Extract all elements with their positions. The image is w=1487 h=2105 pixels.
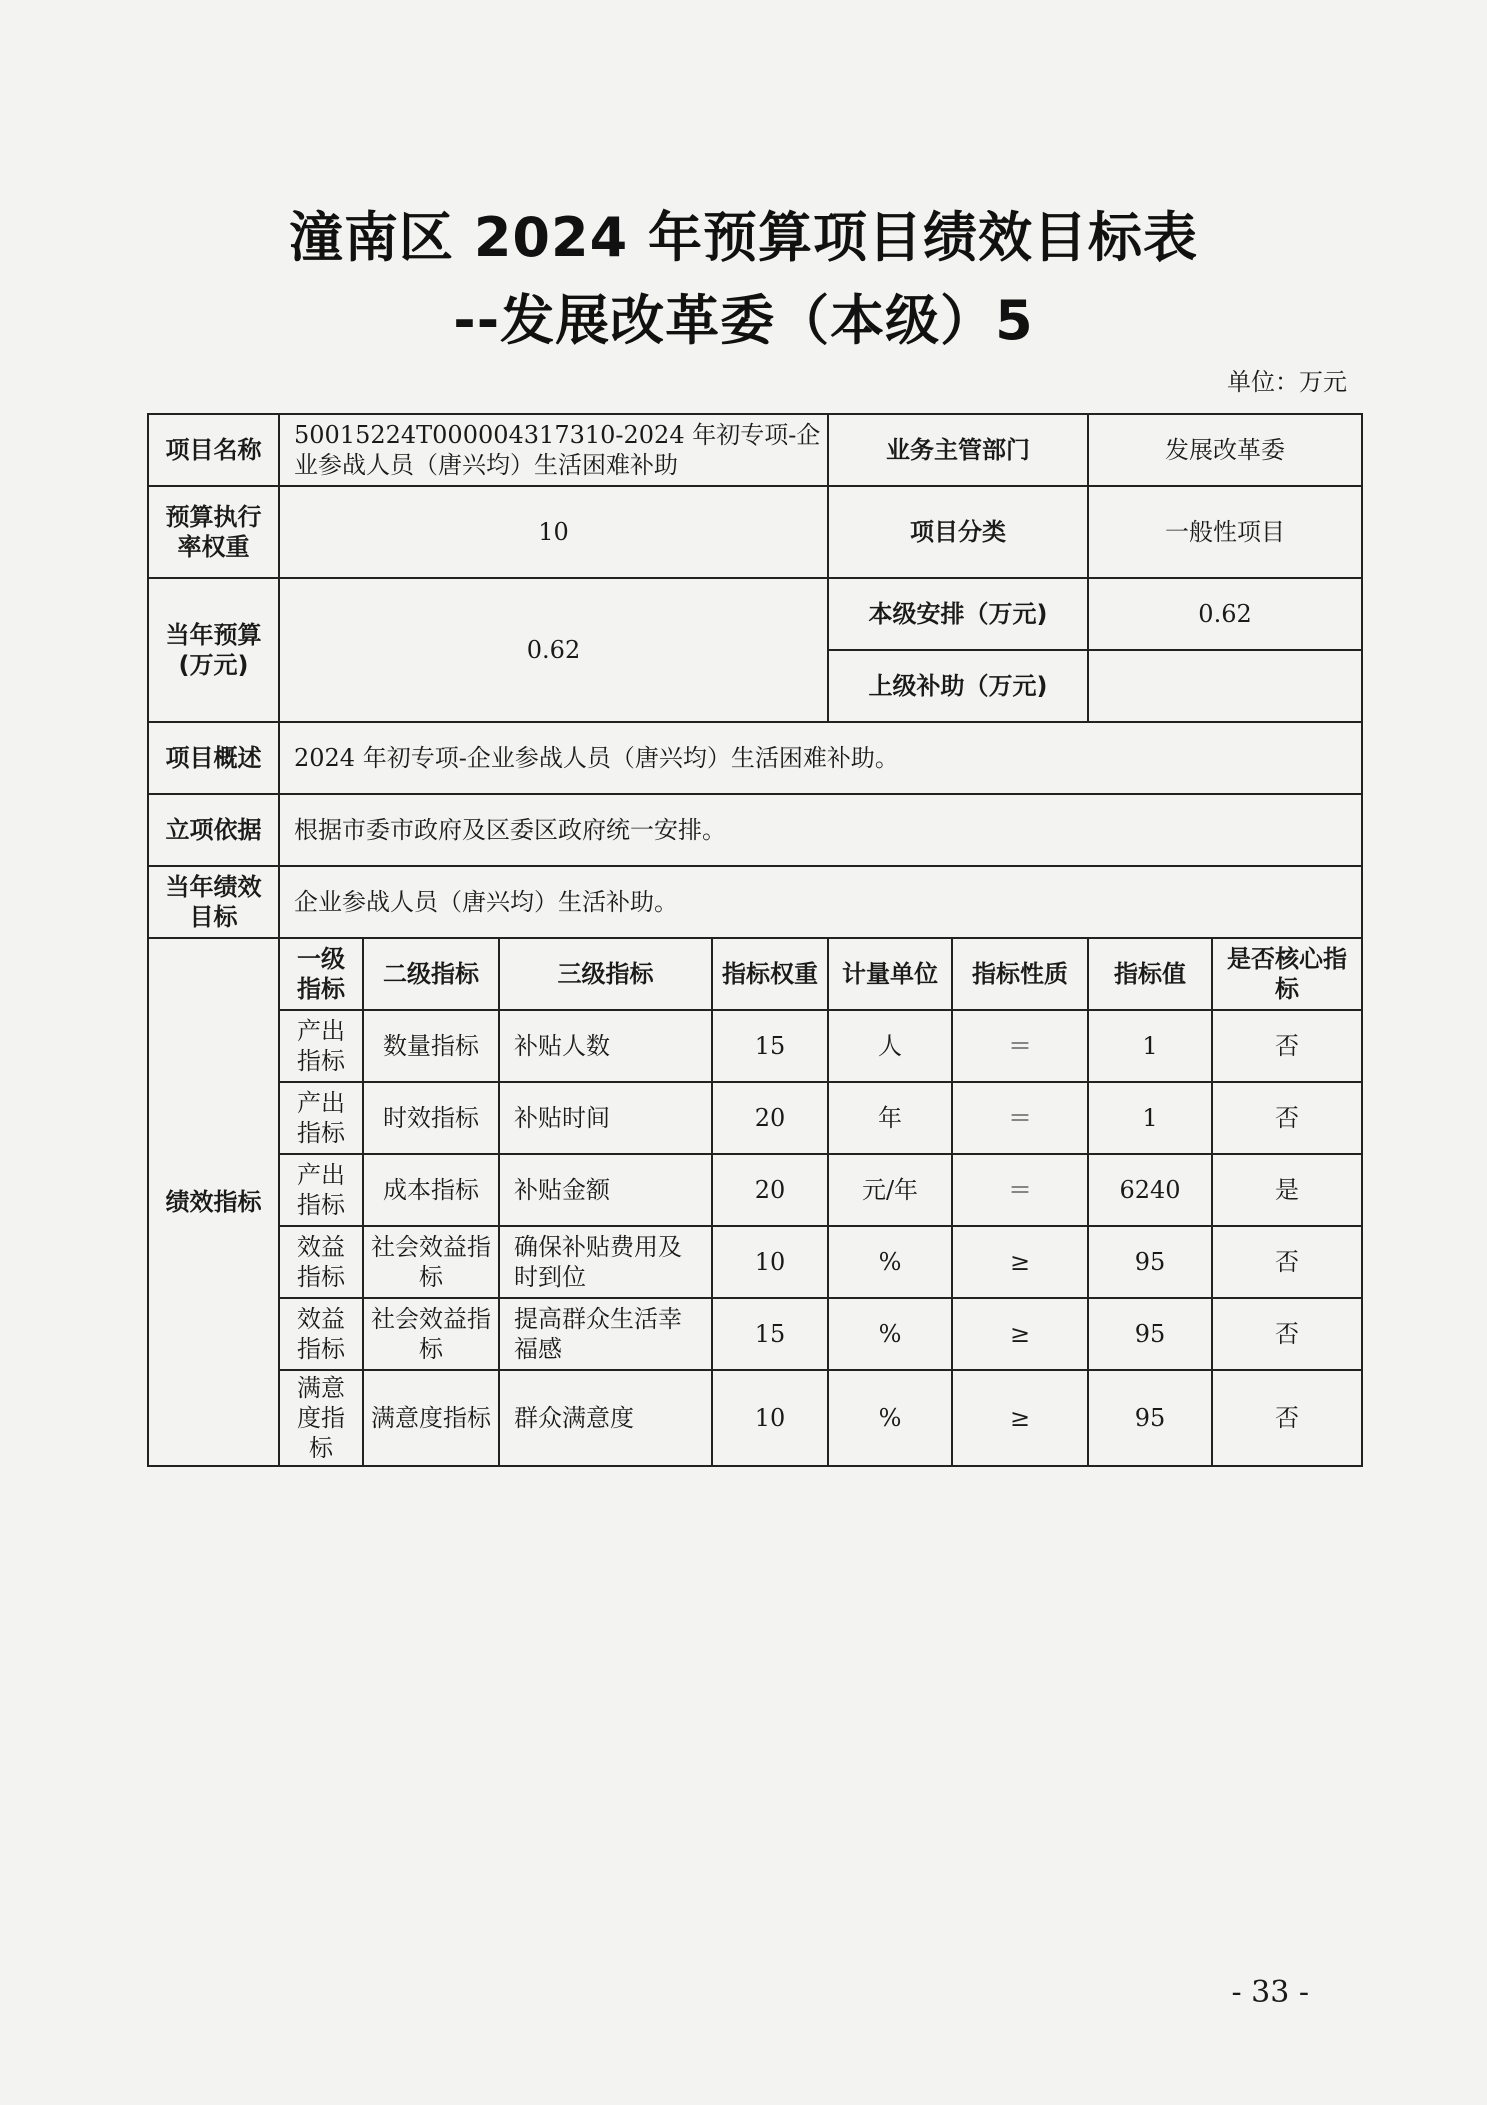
basis-label: 立项依据: [148, 794, 279, 866]
unit-cell: 元/年: [828, 1154, 952, 1226]
overview-label: 项目概述: [148, 722, 279, 794]
header-core: 是否核心指标: [1212, 938, 1362, 1010]
nature-cell: ＝: [952, 1010, 1088, 1082]
unit-cell: %: [828, 1226, 952, 1298]
level2-cell: 数量指标: [363, 1010, 499, 1082]
weight-cell: 15: [712, 1298, 828, 1370]
core-cell: 否: [1212, 1010, 1362, 1082]
level3-cell: 群众满意度: [499, 1370, 712, 1466]
unit-label: 单位：万元: [1227, 368, 1347, 396]
value-cell: 95: [1088, 1226, 1212, 1298]
page-title: 潼南区 2024 年预算项目绩效目标表: [289, 206, 1198, 269]
nature-cell: ＝: [952, 1082, 1088, 1154]
local-arrangement-label: 本级安排（万元): [828, 578, 1088, 650]
category-label: 项目分类: [828, 486, 1088, 578]
value-cell: 95: [1088, 1370, 1212, 1466]
level2-cell: 社会效益指标: [363, 1226, 499, 1298]
upper-subsidy-label: 上级补助（万元): [828, 650, 1088, 722]
performance-table: [147, 413, 1363, 1467]
weight-cell: 20: [712, 1082, 828, 1154]
weight-cell: 15: [712, 1010, 828, 1082]
table-row: [148, 1370, 1362, 1466]
level1-cell: 效益指标: [279, 1226, 363, 1298]
level3-cell: 补贴时间: [499, 1082, 712, 1154]
nature-cell: ≥: [952, 1226, 1088, 1298]
exec-weight-label: 预算执行率权重: [148, 486, 279, 578]
header-weight: 指标权重: [712, 938, 828, 1010]
local-arrangement-value: 0.62: [1088, 578, 1362, 650]
level3-cell: 确保补贴费用及时到位: [499, 1226, 712, 1298]
level2-cell: 满意度指标: [363, 1370, 499, 1466]
overview-value: 2024 年初专项-企业参战人员（唐兴均）生活困难补助。: [279, 722, 1362, 794]
page-subtitle: --发展改革委（本级）5: [453, 289, 1034, 352]
upper-subsidy-value: [1088, 650, 1362, 722]
header-nature: 指标性质: [952, 938, 1088, 1010]
value-cell: 95: [1088, 1298, 1212, 1370]
table-row: [148, 1010, 1362, 1082]
nature-cell: ≥: [952, 1370, 1088, 1466]
weight-cell: 10: [712, 1226, 828, 1298]
goal-label: 当年绩效目标: [148, 866, 279, 938]
current-budget-label: 当年预算(万元): [148, 578, 279, 722]
header-level1: 一级指标: [279, 938, 363, 1010]
level3-cell: 补贴金额: [499, 1154, 712, 1226]
header-value: 指标值: [1088, 938, 1212, 1010]
dept-label: 业务主管部门: [828, 414, 1088, 486]
header-level3: 三级指标: [499, 938, 712, 1010]
perf-indicator-label: 绩效指标: [148, 938, 279, 1466]
dept-value: 发展改革委: [1088, 414, 1362, 486]
table-row: [148, 1298, 1362, 1370]
level1-cell: 满意度指标: [279, 1370, 363, 1466]
goal-value: 企业参战人员（唐兴均）生活补助。: [279, 866, 1362, 938]
core-cell: 否: [1212, 1370, 1362, 1466]
unit-cell: %: [828, 1298, 952, 1370]
header-level2: 二级指标: [363, 938, 499, 1010]
table-row: [148, 1226, 1362, 1298]
level2-cell: 社会效益指标: [363, 1298, 499, 1370]
core-cell: 是: [1212, 1154, 1362, 1226]
weight-cell: 20: [712, 1154, 828, 1226]
unit-cell: %: [828, 1370, 952, 1466]
exec-weight-value: 10: [279, 486, 828, 578]
nature-cell: ＝: [952, 1154, 1088, 1226]
level1-cell: 产出指标: [279, 1082, 363, 1154]
level2-cell: 时效指标: [363, 1082, 499, 1154]
nature-cell: ≥: [952, 1298, 1088, 1370]
project-name-value: 50015224T000004317310-2024 年初专项-企业参战人员（唐兴均）生活困难补助: [279, 414, 828, 486]
level3-cell: 提高群众生活幸福感: [499, 1298, 712, 1370]
unit-cell: 人: [828, 1010, 952, 1082]
header-unit: 计量单位: [828, 938, 952, 1010]
unit-cell: 年: [828, 1082, 952, 1154]
table-row: [148, 1082, 1362, 1154]
current-budget-value: 0.62: [279, 578, 828, 722]
category-value: 一般性项目: [1088, 486, 1362, 578]
page-number: - 33 -: [1231, 1975, 1309, 2010]
weight-cell: 10: [712, 1370, 828, 1466]
core-cell: 否: [1212, 1298, 1362, 1370]
level2-cell: 成本指标: [363, 1154, 499, 1226]
table-row: [148, 1154, 1362, 1226]
core-cell: 否: [1212, 1082, 1362, 1154]
level1-cell: 产出指标: [279, 1010, 363, 1082]
level1-cell: 效益指标: [279, 1298, 363, 1370]
project-name-label: 项目名称: [148, 414, 279, 486]
core-cell: 否: [1212, 1226, 1362, 1298]
level3-cell: 补贴人数: [499, 1010, 712, 1082]
value-cell: 6240: [1088, 1154, 1212, 1226]
level1-cell: 产出指标: [279, 1154, 363, 1226]
basis-value: 根据市委市政府及区委区政府统一安排。: [279, 794, 1362, 866]
value-cell: 1: [1088, 1010, 1212, 1082]
value-cell: 1: [1088, 1082, 1212, 1154]
